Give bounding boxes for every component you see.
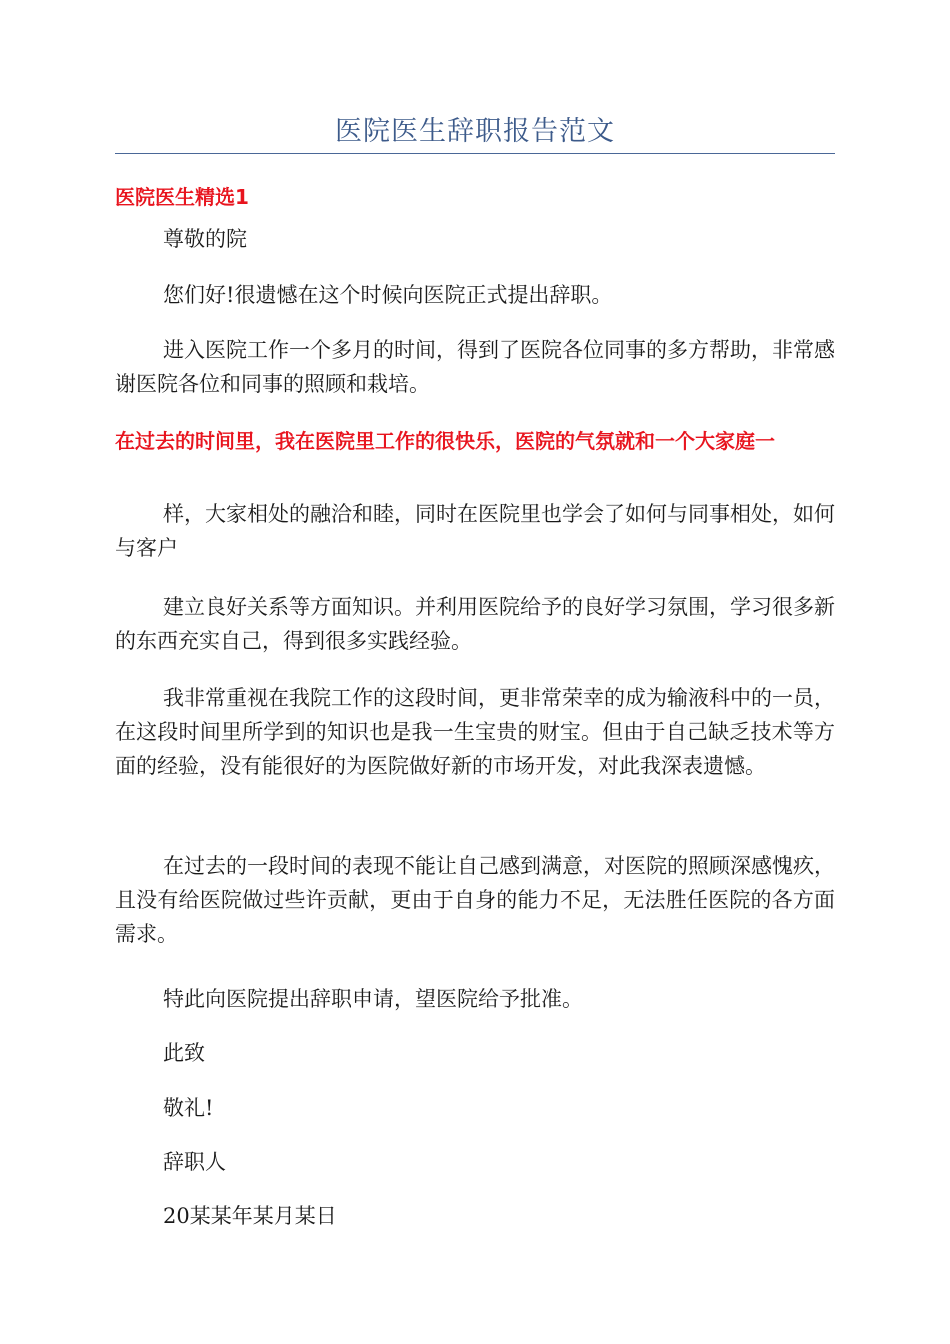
paragraph-2: 样，大家相处的融洽和睦，同时在医院里也学会了如何与同事相处，如何与客户 (115, 502, 835, 560)
salutation: 尊敬的院 (163, 227, 247, 251)
highlighted-paragraph: 在过去的时间里，我在医院里工作的很快乐，医院的气氛就和一个大家庭一 (115, 429, 775, 453)
paragraph-4: 我非常重视在我院工作的这段时间，更非常荣幸的成为输液科中的一员，在这段时间里所学到的知识也是我一生宝贵的财宝。但由于自己缺乏技术等方面的经验，没有能很好的为医院做好新的市场开发，对此我深表遗憾。 (115, 686, 835, 778)
closing-line-1: 此致 (163, 1041, 205, 1065)
closing-line-2: 敬礼! (163, 1096, 214, 1120)
greeting-paragraph: 您们好!很遗憾在这个时候向医院正式提出辞职。 (163, 283, 613, 307)
date-line: 20某某年某月某日 (163, 1204, 337, 1228)
title-underline (115, 153, 835, 154)
paragraph-3: 建立良好关系等方面知识。并利用医院给予的良好学习氛围，学习很多新的东西充实自己，得到很多实践经验。 (115, 595, 835, 653)
paragraph-1: 进入医院工作一个多月的时间，得到了医院各位同事的多方帮助，非常感谢医院各位和同事的照顾和栽培。 (115, 338, 835, 396)
document-title: 医院医生辞职报告范文 (335, 116, 615, 147)
paragraph-6: 特此向医院提出辞职申请，望医院给予批准。 (163, 987, 583, 1011)
paragraph-5: 在过去的一段时间的表现不能让自己感到满意，对医院的照顾深感愧疚，且没有给医院做过些许贡献，更由于自身的能力不足，无法胜任医院的各方面需求。 (115, 854, 835, 946)
section-heading: 医院医生精选1 (115, 185, 249, 209)
signer: 辞职人 (163, 1150, 226, 1174)
